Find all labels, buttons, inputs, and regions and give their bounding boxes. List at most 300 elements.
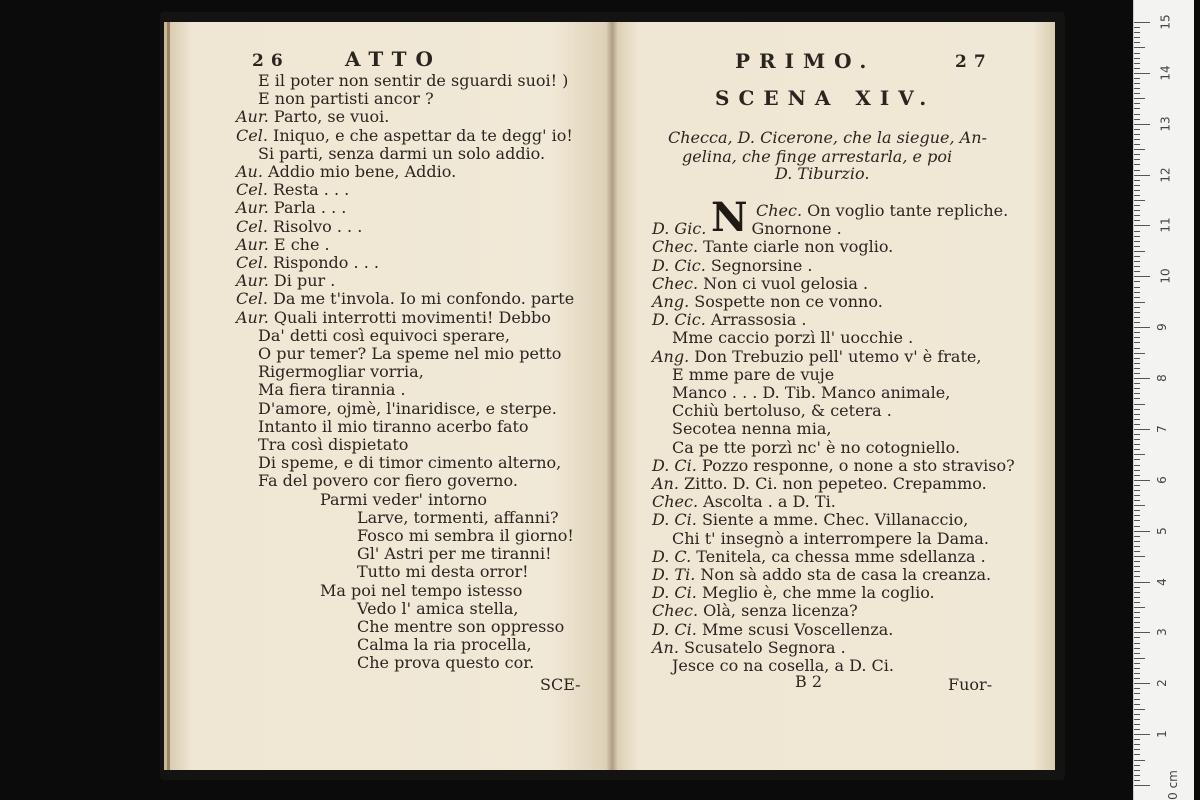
ruler-tick [1134,175,1150,176]
ruler-tick [1134,37,1140,38]
ruler-tick [1134,459,1140,460]
text-line [652,566,991,584]
text-line [652,475,987,493]
text-line [236,181,349,199]
text-line [258,90,434,108]
speaker-label: D. Cic. [652,255,711,275]
text-line [672,402,892,420]
text-line [258,418,529,436]
cast-line-2: gelina, che finge arrestarla, e poi [682,147,953,166]
ruler-tick [1134,429,1150,430]
speaker-label: An. [652,474,685,493]
speaker-label: Ang. [652,292,695,311]
ruler-tick [1134,287,1140,288]
speaker-label: D. Cic. [652,310,711,330]
line-text: O pur temer? La speme nel mio petto [258,344,562,363]
line-text: E il poter non sentir de sguardi suoi! ) [258,71,569,90]
text-line [652,457,1015,475]
ruler-tick [1134,480,1150,481]
ruler-tick [1134,520,1140,521]
speaker-label: Aur. [236,307,274,327]
ruler-label: 12 [1158,166,1173,183]
ruler-tick [1134,327,1150,328]
line-text: Cchiù bertoluso, & cetera . [672,401,892,421]
ruler-tick [1134,683,1150,684]
ruler-tick [1134,256,1140,257]
line-text: Zitto. D. Ci. non pepeteo. Crepammo. [684,474,987,493]
ruler-tick [1134,602,1140,603]
line-text: On voglio tante repliche. [807,201,1009,220]
line-text: E mme pare de vuje [672,364,835,384]
line-text: D'amore, ojmè, l'inaridisce, e sterpe. [258,398,557,418]
line-text: Fa del povero cor fiero governo. [258,471,518,491]
ruler-tick [1134,220,1140,221]
ruler-label: 13 [1158,116,1173,132]
text-line [236,108,389,126]
text-line [652,293,883,311]
line-text: Fosco mi sembra il giorno! [357,526,574,545]
ruler-tick [1134,409,1140,410]
line-text: Chi t' insegnò a interrompere la Dama. [672,528,989,548]
line-text: Risolvo . . . [273,216,363,236]
text-line [672,384,950,402]
measurement-ruler [1133,0,1194,800]
speaker-label: Cel. [236,216,273,236]
ruler-tick [1134,144,1140,145]
text-line [236,309,551,327]
ruler-tick [1134,170,1140,171]
line-text: Ca pe tte porzì nc' è no cotogniello. [672,437,961,457]
ruler-tick [1134,398,1140,399]
ruler-tick [1134,627,1140,628]
line-text: Di speme, e di timor cimento alterno, [258,453,562,473]
ruler-tick [1134,149,1145,150]
ruler-tick [1134,393,1140,394]
line-text: Ma fiera tirannia . [258,380,406,400]
ruler-tick [1134,332,1140,333]
speaker-label: Cel. [236,125,273,145]
line-text: E non partisti ancor ? [258,89,434,109]
ruler-tick [1134,434,1140,435]
ruler-tick [1134,322,1140,323]
ruler-tick [1134,744,1140,745]
line-text: Segnorsine . [710,255,813,275]
ruler-tick [1134,495,1140,496]
line-text: Pozzo responne, o none a sto straviso? [701,455,1015,475]
line-text: Iniquo, e che aspettar da te degg' io! [273,125,573,145]
text-line [672,329,913,347]
speaker-label: D. C. [652,546,697,566]
ruler-label: 10 [1158,268,1173,284]
ruler-tick [1134,124,1150,125]
ruler-tick [1134,312,1140,313]
ruler-tick [1134,342,1140,343]
ruler-tick [1134,485,1140,486]
ruler-tick [1134,134,1140,135]
text-line [258,345,561,363]
line-text: Jesce co na cosella, a D. Ci. [672,656,894,675]
ruler-tick [1134,164,1140,165]
cast-line-1: Checca, D. Cicerone, che la siegue, An- [668,128,987,147]
line-text: Manco . . . D. Tib. Manco animale, [672,383,951,402]
text-line [652,584,935,602]
text-line [258,381,406,399]
ruler-label: 9 [1154,323,1169,332]
ruler-tick [1134,353,1145,354]
line-text: E che . [273,234,330,254]
ruler-tick [1134,266,1140,267]
ruler-tick [1134,749,1140,750]
ruler-label: 14 [1158,65,1173,81]
ruler-tick [1134,159,1140,160]
ruler-tick [1134,709,1145,710]
ruler-label: 4 [1154,577,1169,586]
text-line [357,545,552,563]
text-line [236,272,335,290]
text-line [258,454,561,472]
ruler-tick [1134,632,1150,633]
line-text: Da me t'invola. Io mi confondo. parte [273,289,575,309]
text-line [672,657,894,675]
ruler-tick [1134,373,1140,374]
ruler-tick [1134,195,1140,196]
ruler-tick [1134,261,1140,262]
ruler-tick [1134,22,1150,23]
ruler-tick [1134,475,1140,476]
line-text: Che prova questo cor. [357,653,535,673]
ruler-tick [1134,88,1140,89]
ruler-tick [1134,444,1140,445]
ruler-label: 15 [1158,14,1173,30]
left-page-number: 26 [252,51,290,71]
text-line [652,639,846,657]
ruler-tick [1134,317,1140,318]
ruler-tick [1134,271,1140,272]
ruler-tick [1134,566,1140,567]
ruler-tick [1134,180,1140,181]
text-line [357,509,559,527]
text-line [652,220,842,238]
ruler-tick [1134,297,1140,298]
text-line [258,363,424,381]
ruler-tick [1134,724,1140,725]
text-line [672,366,834,384]
ruler-tick [1134,780,1140,781]
ruler-tick [1134,729,1140,730]
ruler-tick [1134,58,1140,59]
ruler-label: 0 cm [1165,770,1180,800]
ruler-tick [1134,556,1145,557]
ruler-tick [1134,215,1140,216]
ruler-tick [1134,668,1140,669]
ruler-tick [1134,358,1140,359]
line-text: Parla . . . [273,198,347,218]
ruler-tick [1134,597,1140,598]
left-running-title: ATTO [345,47,442,71]
cast-line-3: D. Tiburzio. [775,164,870,183]
ruler-label: 2 [1154,679,1169,688]
book-gutter [606,22,618,770]
ruler-tick [1134,251,1145,252]
ruler-tick [1134,42,1140,43]
text-line [652,602,858,620]
speaker-label: Ang. [652,346,695,366]
ruler-tick [1134,363,1140,364]
ruler-tick [1134,587,1140,588]
text-line [357,563,529,581]
ruler-tick [1134,612,1140,613]
text-line [357,636,532,654]
speaker-label: Au. [236,162,269,181]
text-line [258,72,568,90]
ruler-tick [1134,785,1150,786]
text-line [357,618,564,636]
speaker-label: Aur. [236,271,274,291]
line-text: Tutto mi desta orror! [357,562,529,582]
line-text: Olà, senza licenza? [703,601,858,621]
ruler-tick [1134,515,1140,516]
text-line [258,145,545,163]
ruler-tick [1134,719,1140,720]
speaker-label: Chec. [652,492,704,512]
ruler-tick [1134,114,1140,115]
speaker-label: An. [652,637,685,657]
ruler-tick [1134,383,1140,384]
ruler-tick [1134,678,1140,679]
right-catchword: Fuor- [948,675,993,694]
ruler-tick [1134,734,1150,735]
line-text: Parmi veder' intorno [320,489,488,509]
ruler-tick [1134,582,1150,583]
text-line [258,436,408,454]
speaker-label: D. Ci. [652,619,702,639]
right-running-title: PRIMO. [735,49,876,73]
ruler-tick [1134,505,1145,506]
line-text: Arrassosia . [710,310,807,330]
text-line [236,218,362,236]
line-text: Calma la ria procella, [357,635,532,655]
scene-title: SCENA XIV. [715,86,936,110]
ruler-tick [1134,190,1140,191]
ruler-tick [1134,653,1140,654]
ruler-tick [1134,78,1140,79]
line-text: Tante ciarle non voglio. [703,237,894,257]
line-text: Siente a mme. Chec. Villanaccio, [701,510,969,530]
text-line [652,257,812,275]
line-text: Rigermogliar vorria, [258,362,424,382]
speaker-label: D. Ci. [652,510,702,530]
ruler-tick [1134,185,1140,186]
ruler-tick [1134,378,1150,379]
ruler-tick [1134,292,1140,293]
speaker-label: Cel. [236,180,273,200]
line-text: Che mentre son oppresso [357,617,565,636]
ruler-tick [1134,103,1140,104]
text-line [357,654,534,672]
speaker-label: Aur. [236,198,274,218]
ruler-tick [1134,775,1140,776]
ruler-tick [1134,510,1140,511]
line-text: Addio mio bene, Addio. [268,162,457,181]
ruler-tick [1134,281,1140,282]
ruler-tick [1134,419,1140,420]
ruler-tick [1134,693,1140,694]
ruler-tick [1134,98,1145,99]
line-text: Non sà addo sta de casa la creanza. [700,565,992,584]
text-line [652,348,981,366]
ruler-tick [1134,754,1140,755]
text-line [652,493,836,511]
ruler-tick [1134,576,1140,577]
ruler-tick [1134,571,1140,572]
ruler-tick [1134,139,1140,140]
ruler-tick [1134,465,1140,466]
ruler-tick [1134,541,1140,542]
ruler-tick [1134,73,1150,74]
text-line [357,527,574,545]
ruler-tick [1134,648,1140,649]
ruler-tick [1134,348,1140,349]
line-text: Intanto il mio tiranno acerbo fato [258,416,529,436]
ruler-tick [1134,63,1140,64]
drop-cap: N [711,194,748,241]
left-catchword: SCE- [540,675,581,694]
ruler-tick [1134,154,1140,155]
text-line [236,254,379,272]
ruler-tick [1134,439,1140,440]
ruler-tick [1134,302,1145,303]
line-text: Mme scusi Voscellenza. [701,619,894,639]
line-text: Don Trebuzio pell' utemo v' è frate, [694,346,982,366]
ruler-tick [1134,307,1140,308]
ruler-tick [1134,424,1140,425]
text-line [652,275,868,293]
ruler-tick [1134,663,1140,664]
line-text: Si parti, senza darmi un solo addio. [258,143,546,163]
text-line [672,530,989,548]
ruler-tick [1134,760,1145,761]
speaker-label: D. Gic. [652,219,712,239]
line-text: Mme caccio porzì ll' uocchie . [672,328,914,348]
ruler-tick [1134,673,1140,674]
ruler-tick [1134,225,1150,226]
line-text: Vedo l' amica stella, [357,598,519,618]
ruler-tick [1134,470,1140,471]
text-line [652,548,986,566]
line-text: Larve, tormenti, affanni? [357,507,559,527]
ruler-tick [1134,93,1140,94]
text-line [672,420,831,438]
ruler-tick [1134,551,1140,552]
text-line [756,202,1008,220]
line-text: Gl' Astri per me tiranni! [357,544,552,564]
ruler-tick [1134,770,1140,771]
line-text: Tenitela, ca chessa mme sdellanza . [696,546,986,566]
ruler-tick [1134,337,1140,338]
line-text: Gnornone . [751,219,842,239]
ruler-label: 3 [1154,628,1169,637]
ruler-tick [1134,490,1140,491]
line-text: Tra così dispietato [258,435,409,454]
text-line [236,236,330,254]
ruler-tick [1134,526,1140,527]
text-line [652,511,968,529]
ruler-tick [1134,765,1140,766]
ruler-tick [1134,561,1140,562]
speaker-label: Chec. [652,273,704,293]
right-page-number: 27 [955,52,993,72]
speaker-label: D. Ci. [652,455,702,475]
speaker-label: Chec. [652,601,704,621]
ruler-tick [1134,119,1140,120]
ruler-label: 6 [1154,475,1169,484]
ruler-tick [1134,699,1140,700]
ruler-tick [1134,714,1140,715]
text-line [652,311,806,329]
line-text: Da' detti così equivoci sperare, [258,325,510,345]
ruler-tick [1134,83,1140,84]
ruler-tick [1134,68,1140,69]
ruler-tick [1134,205,1140,206]
ruler-tick [1134,688,1140,689]
text-line [320,582,522,600]
line-text: Parto, se vuoi. [273,107,390,127]
ruler-tick [1134,53,1140,54]
ruler-tick [1134,108,1140,109]
speaker-label: Chec. [756,201,808,220]
ruler-tick [1134,27,1140,28]
ruler-tick [1134,32,1140,33]
ruler-tick [1134,404,1145,405]
text-line [258,327,510,345]
text-line [357,600,519,618]
speaker-label: Aur. [236,107,274,127]
ruler-label: 11 [1158,217,1173,234]
text-line [652,621,893,639]
ruler-tick [1134,658,1145,659]
ruler-label: 5 [1154,526,1169,535]
ruler-label: 8 [1154,374,1169,382]
line-text: Rispondo . . . [273,253,379,272]
ruler-tick [1134,454,1145,455]
speaker-label: D. Ci. [652,583,702,603]
ruler-tick [1134,210,1140,211]
ruler-tick [1134,200,1145,201]
line-text: Scusatelo Segnora . [684,637,846,657]
text-line [320,491,487,509]
speaker-label: Aur. [236,234,274,254]
ruler-tick [1134,617,1140,618]
ruler-label: 7 [1154,425,1169,433]
line-text: Quali interrotti movimenti! Debbo [273,307,551,327]
ruler-tick [1134,368,1140,369]
ruler-tick [1134,241,1140,242]
text-line [652,238,893,256]
speaker-label: Cel. [236,289,273,309]
ruler-tick [1134,414,1140,415]
ruler-tick [1134,637,1140,638]
line-text: Sospette non ce vonno. [694,292,883,311]
ruler-tick [1134,388,1140,389]
text-line [236,163,456,181]
text-line [236,127,573,145]
line-text: Ascolta . a D. Ti. [703,492,836,512]
line-text: Meglio è, che mme la coglio. [701,583,935,603]
ruler-tick [1134,536,1140,537]
ruler-tick [1134,231,1140,232]
line-text: Non ci vuol gelosia . [703,273,869,293]
ruler-tick [1134,622,1140,623]
